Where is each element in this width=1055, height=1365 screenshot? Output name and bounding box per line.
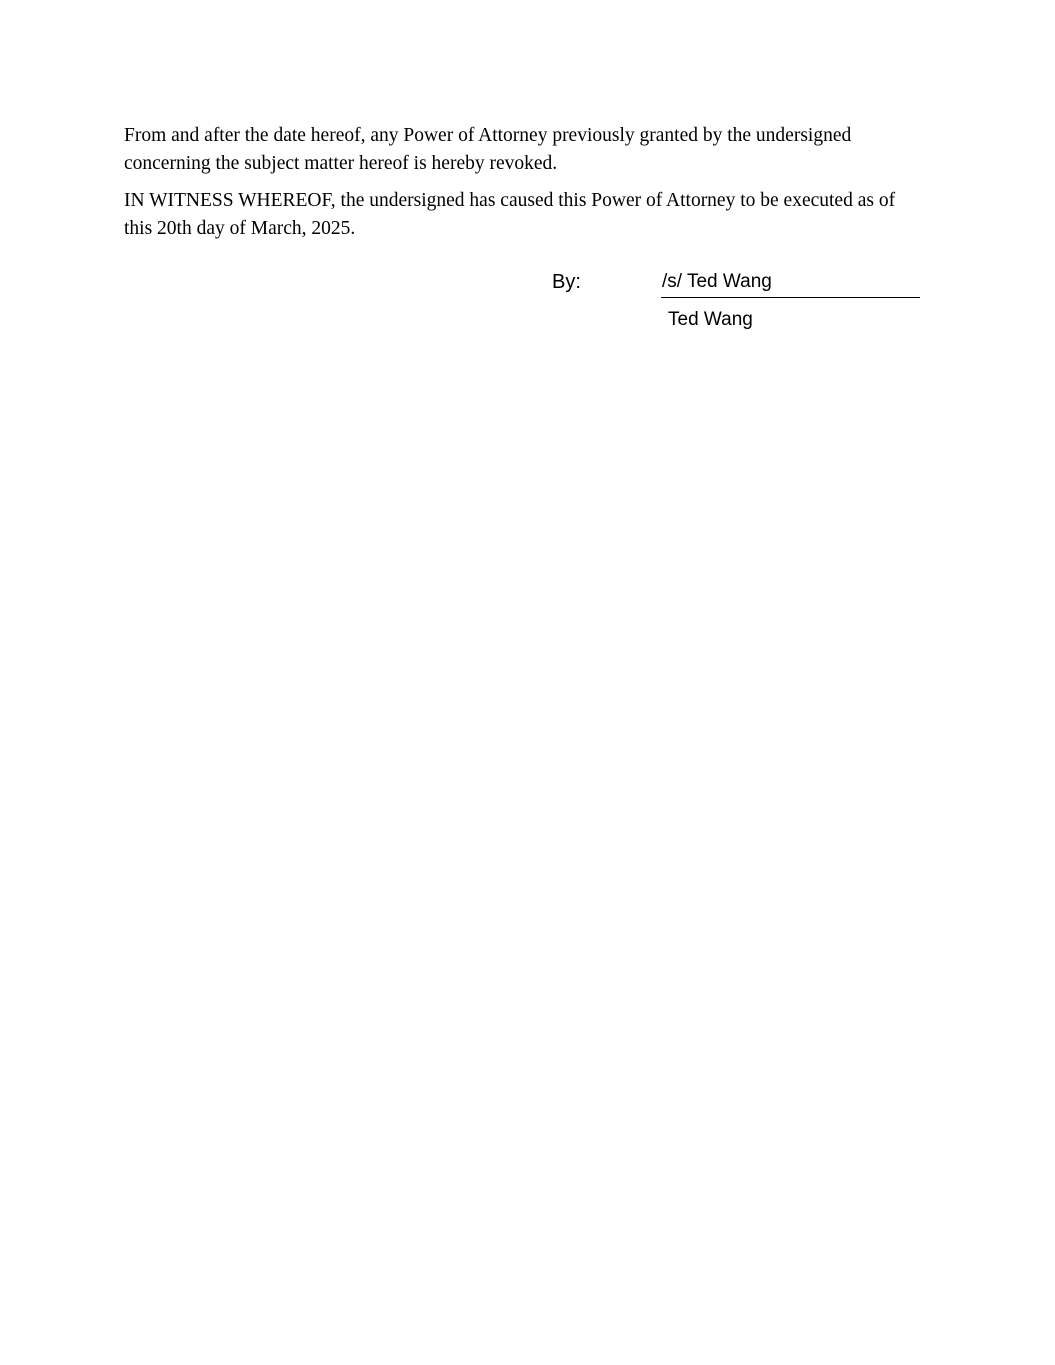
witness-paragraph: IN WITNESS WHEREOF, the undersigned has caused this Power of Attorney to be executed as of this 20th day of March, 2025. — [124, 190, 896, 239]
printed-name: Ted Wang — [668, 309, 753, 330]
signature-text: /s/ Ted Wang — [662, 271, 772, 292]
revocation-paragraph: From and after the date hereof, any Power of Attorney previously granted by the undersigned concerning the subject matter hereof is hereby revoked. — [124, 125, 852, 174]
by-label: By: — [552, 271, 581, 293]
signature-line — [661, 297, 920, 298]
